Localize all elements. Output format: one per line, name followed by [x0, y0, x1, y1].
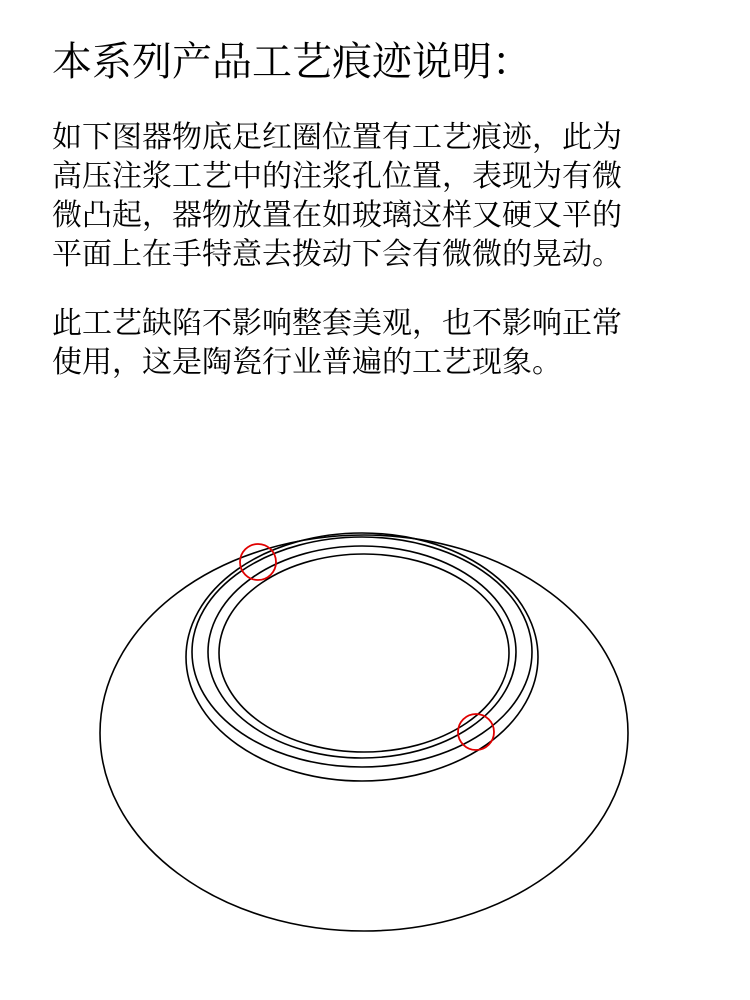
page-title: 本系列产品工艺痕迹说明：	[52, 39, 532, 85]
explanation-paragraph	[52, 118, 692, 274]
foot-ring-outer	[186, 533, 538, 781]
foot-ring-base	[219, 554, 509, 752]
disclaimer-paragraph	[52, 304, 692, 382]
text-line: 高压注浆工艺中的注浆孔位置，表现为有微	[52, 159, 622, 194]
bowl-body-outline	[100, 535, 628, 931]
foot-ring-inner	[208, 546, 516, 758]
text-line: 平面上在手特意去拨动下会有微微的晃动。	[52, 237, 622, 272]
bowl-bottom-diagram	[0, 500, 750, 960]
text-line: 此工艺缺陷不影响整套美观，也不影响正常	[52, 306, 622, 341]
text-line: 如下图器物底足红圈位置有工艺痕迹，此为	[52, 120, 622, 155]
text-line: 微凸起，器物放置在如玻璃这样又硬又平的	[52, 198, 622, 233]
text-line: 使用，这是陶瓷行业普遍的工艺现象。	[52, 345, 562, 380]
